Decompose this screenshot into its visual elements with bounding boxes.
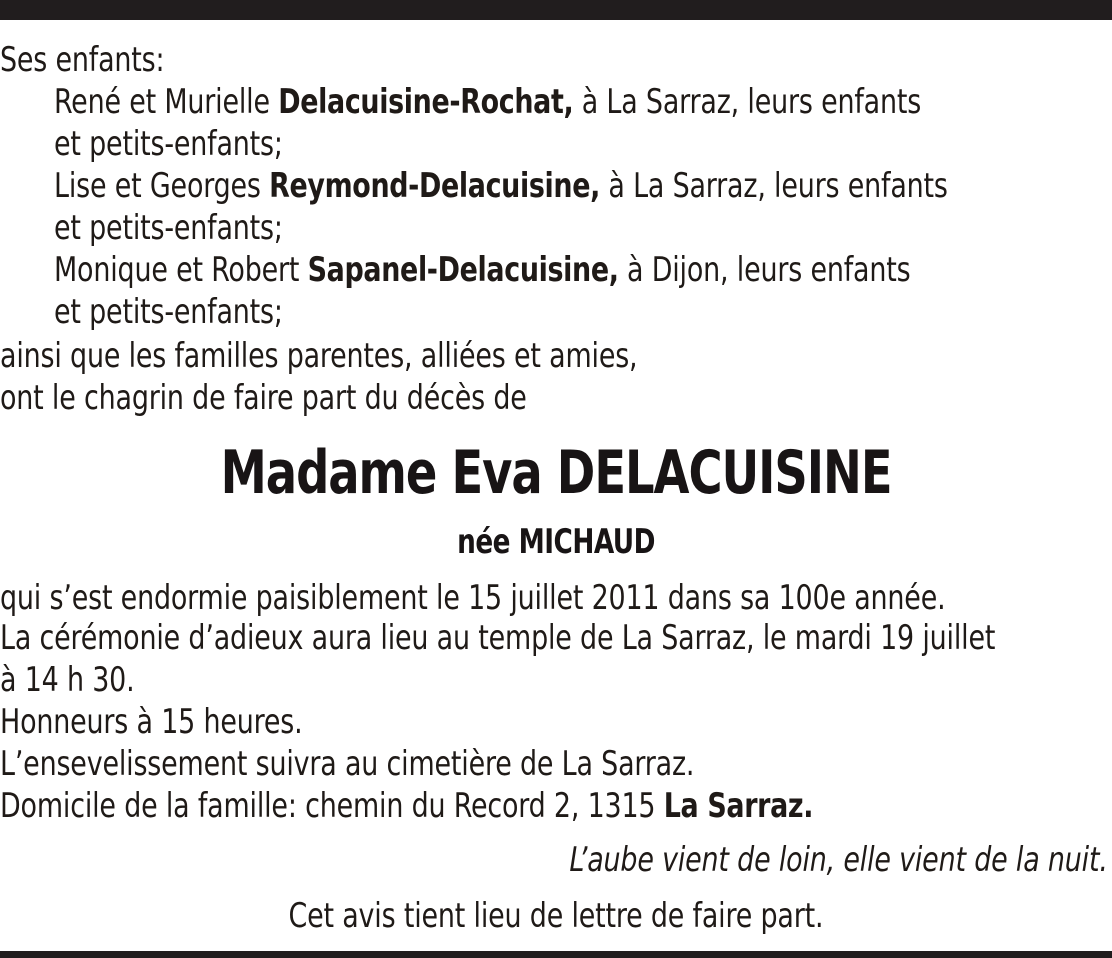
epitaph-quote-text: L’aube vient de loin, elle vient de la nuit. [569,840,1108,880]
residence-prefix: Domicile de la famille: chemin du Record 2, 1315 [0,786,664,826]
deceased-name-heading [0,438,1112,508]
announcement-line: ont le chagrin de faire part du décès de [0,378,527,418]
child-2-surname: Reymond-Delacuisine, [269,166,601,206]
residence-line [0,786,813,826]
families-line: ainsi que les familles parentes, alliées et amies, [0,336,638,376]
epitaph-quote [496,840,1108,880]
closing-notice-text: Cet avis tient lieu de lettre de faire part. [288,896,824,936]
child-1-continuation: et petits-enfants; [54,124,283,164]
child-entry-3 [54,250,910,290]
deceased-name-text: Madame Eva DELACUISINE [220,438,892,508]
birth-name-text: née MICHAUD [457,522,655,562]
ceremony-line-1: La cérémonie d’adieux aura lieu au temple de La Sarraz, le mardi 19 juillet [0,618,996,658]
child-2-continuation: et petits-enfants; [54,208,283,248]
intro-line: Ses enfants: [0,40,165,80]
honours-line: Honneurs à 15 heures. [0,702,303,742]
child-1-given-names: René et Murielle [54,82,279,122]
death-line: qui s’est endormie paisiblement le 15 juillet 2011 dans sa 100e année. [0,578,946,618]
child-3-continuation: et petits-enfants; [54,292,283,332]
closing-notice [0,896,1112,936]
bottom-border-rule [0,951,1112,958]
child-2-place: à La Sarraz, leurs enfants [600,166,948,206]
child-2-given-names: Lise et Georges [54,166,270,206]
birth-name [0,520,1112,564]
child-1-surname: Delacuisine-Rochat, [278,82,574,122]
child-1-place: à La Sarraz, leurs enfants [573,82,922,122]
residence-city: La Sarraz. [663,786,814,826]
child-entry-2 [54,166,948,206]
ceremony-line-2: à 14 h 30. [0,660,135,700]
child-3-place: à Dijon, leurs enfants [618,250,911,290]
child-3-surname: Sapanel-Delacuisine, [307,250,619,290]
child-entry-1 [54,82,921,122]
child-3-given-names: Monique et Robert [54,250,308,290]
top-border-rule [0,0,1112,20]
burial-line: L’ensevelissement suivra au cimetière de La Sarraz. [0,744,695,784]
